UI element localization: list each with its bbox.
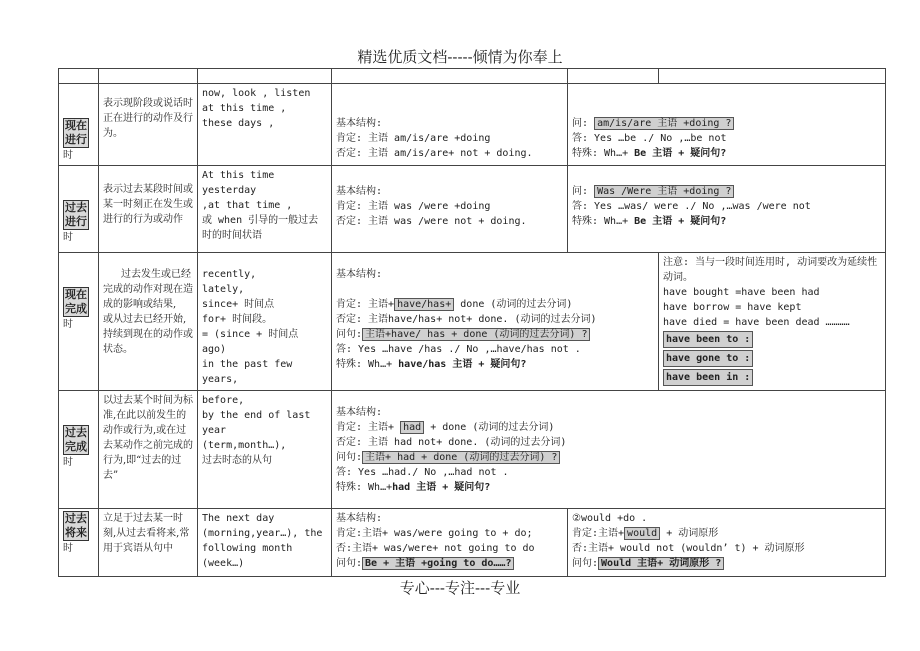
header-cell (99, 69, 198, 84)
time-markers: recently, lately, since+ 时间点 for+ 时间段。 = (since + 时间点 ago) in the past few years, (198, 253, 332, 391)
basic-structure: 基本结构: 肯定: 主语 was /were +doing 否定: 主语 was /were not + doing. (332, 166, 568, 253)
usage-description: 过去发生或已经完成的动作对现在造成的影响或结果, 或从过去已经开始,持续到现在的动作或状态。 (99, 253, 198, 391)
tense-label: 现在 进行 (65, 119, 87, 146)
tense-name: 过去 将来 时 (59, 509, 99, 577)
usage-description: 立足于过去某一时刻,从过去看将来,常用于宾语从句中 (99, 509, 198, 577)
table-row-past-continuous (59, 166, 886, 253)
page-footer: 专心---专注---专业 (399, 579, 521, 597)
basic-structure: 基本结构: 肯定: 主语 am/is/are +doing 否定: 主语 am/is/are+ not + doing. (332, 84, 568, 166)
time-markers: The next day (morning,year…), the following month (week…) (198, 509, 332, 577)
would-structure: ②would +do . 肯定:主语+ would + 动词原形 否:主语+ would not (wouldn’ t) + 动词原形 问句: Would 主语+ 动词原形 ? (568, 509, 886, 577)
table-row-past-future (59, 509, 886, 577)
header-cell (332, 69, 568, 84)
basic-structure: 基本结构: 肯定:主语+ was/were going to + do; 否:主语+ was/were+ not going to do 问句: Be + 主语 +going to do……? (332, 509, 568, 577)
tense-label: 过去 进行 (65, 201, 87, 228)
header-cell (659, 69, 886, 84)
time-markers: At this time yesterday ,at that time , 或 when 引导的一般过去时的时间状语 (198, 166, 332, 253)
question-forms: 问: Was /Were 主语 +doing ? 答: Yes …was/ were ./ No ,…was /were not 特殊: Wh…+ Be 主语 + 疑问句? (568, 166, 886, 253)
time-markers: before, by the end of last year (term,month…), 过去时态的从句 (198, 391, 332, 509)
table-header-row (59, 69, 886, 84)
usage-note: 注意: 当与一段时间连用时, 动词要改为延续性动词。 have bought =have been had have borrow = have kept have died = have been dead ………… have been to : have gone to : have been in : (659, 253, 886, 391)
table-row-present-perfect (59, 253, 886, 391)
tense-name: 过去 进行 时 (59, 166, 99, 253)
time-markers: now, look , listen at this time , these days , (198, 84, 332, 166)
question-forms: 问: am/is/are 主语 +doing ? 答: Yes …be ./ No ,…be not 特殊: Wh…+ Be 主语 + 疑问句? (568, 84, 886, 166)
header-cell (198, 69, 332, 84)
tense-name: 现在 完成 时 (59, 253, 99, 391)
tense-label: 过去 将来 (65, 512, 87, 539)
tense-label: 过去 完成 (65, 426, 87, 453)
header-cell (59, 69, 99, 84)
header-cell (568, 69, 659, 84)
tense-name: 过去 完成 时 (59, 391, 99, 509)
grammar-table (58, 68, 886, 577)
basic-structure: 基本结构: 肯定: 主语+ had + done (动词的过去分词) 否定: 主语 had not+ done. (动词的过去分词) 问句: 主语+ had + done (动词的过去分词) ? 答: Yes …had./ No ,…had not . 特殊: Wh…+had 主语 + 疑问句? (332, 391, 886, 509)
tense-name: 现在 进行 时 (59, 84, 99, 166)
usage-description: 以过去某个时间为标准,在此以前发生的动作或行为,或在过去某动作之前完成的行为,即“过去的过去” (99, 391, 198, 509)
page-header: 精选优质文档-----倾情为你奉上 (357, 48, 563, 66)
basic-structure: 基本结构: 肯定: 主语+ have/has+ done (动词的过去分词) 否定: 主语have/has+ not+ done. (动词的过去分词) 问句: 主语+have/ has + done (动词的过去分词) ? 答: Yes …have /has ./ No ,…have/has not . 特殊: Wh…+ have/has 主语 + 疑问句? (332, 253, 659, 391)
usage-description: 表示过去某段时间或某一时刻正在发生或进行的行为或动作 (99, 166, 198, 253)
table-row-past-perfect (59, 391, 886, 509)
table-row-present-continuous (59, 84, 886, 166)
tense-label: 现在 完成 (65, 288, 87, 315)
usage-description: 表示现阶段或说话时正在进行的动作及行为。 (99, 84, 198, 166)
